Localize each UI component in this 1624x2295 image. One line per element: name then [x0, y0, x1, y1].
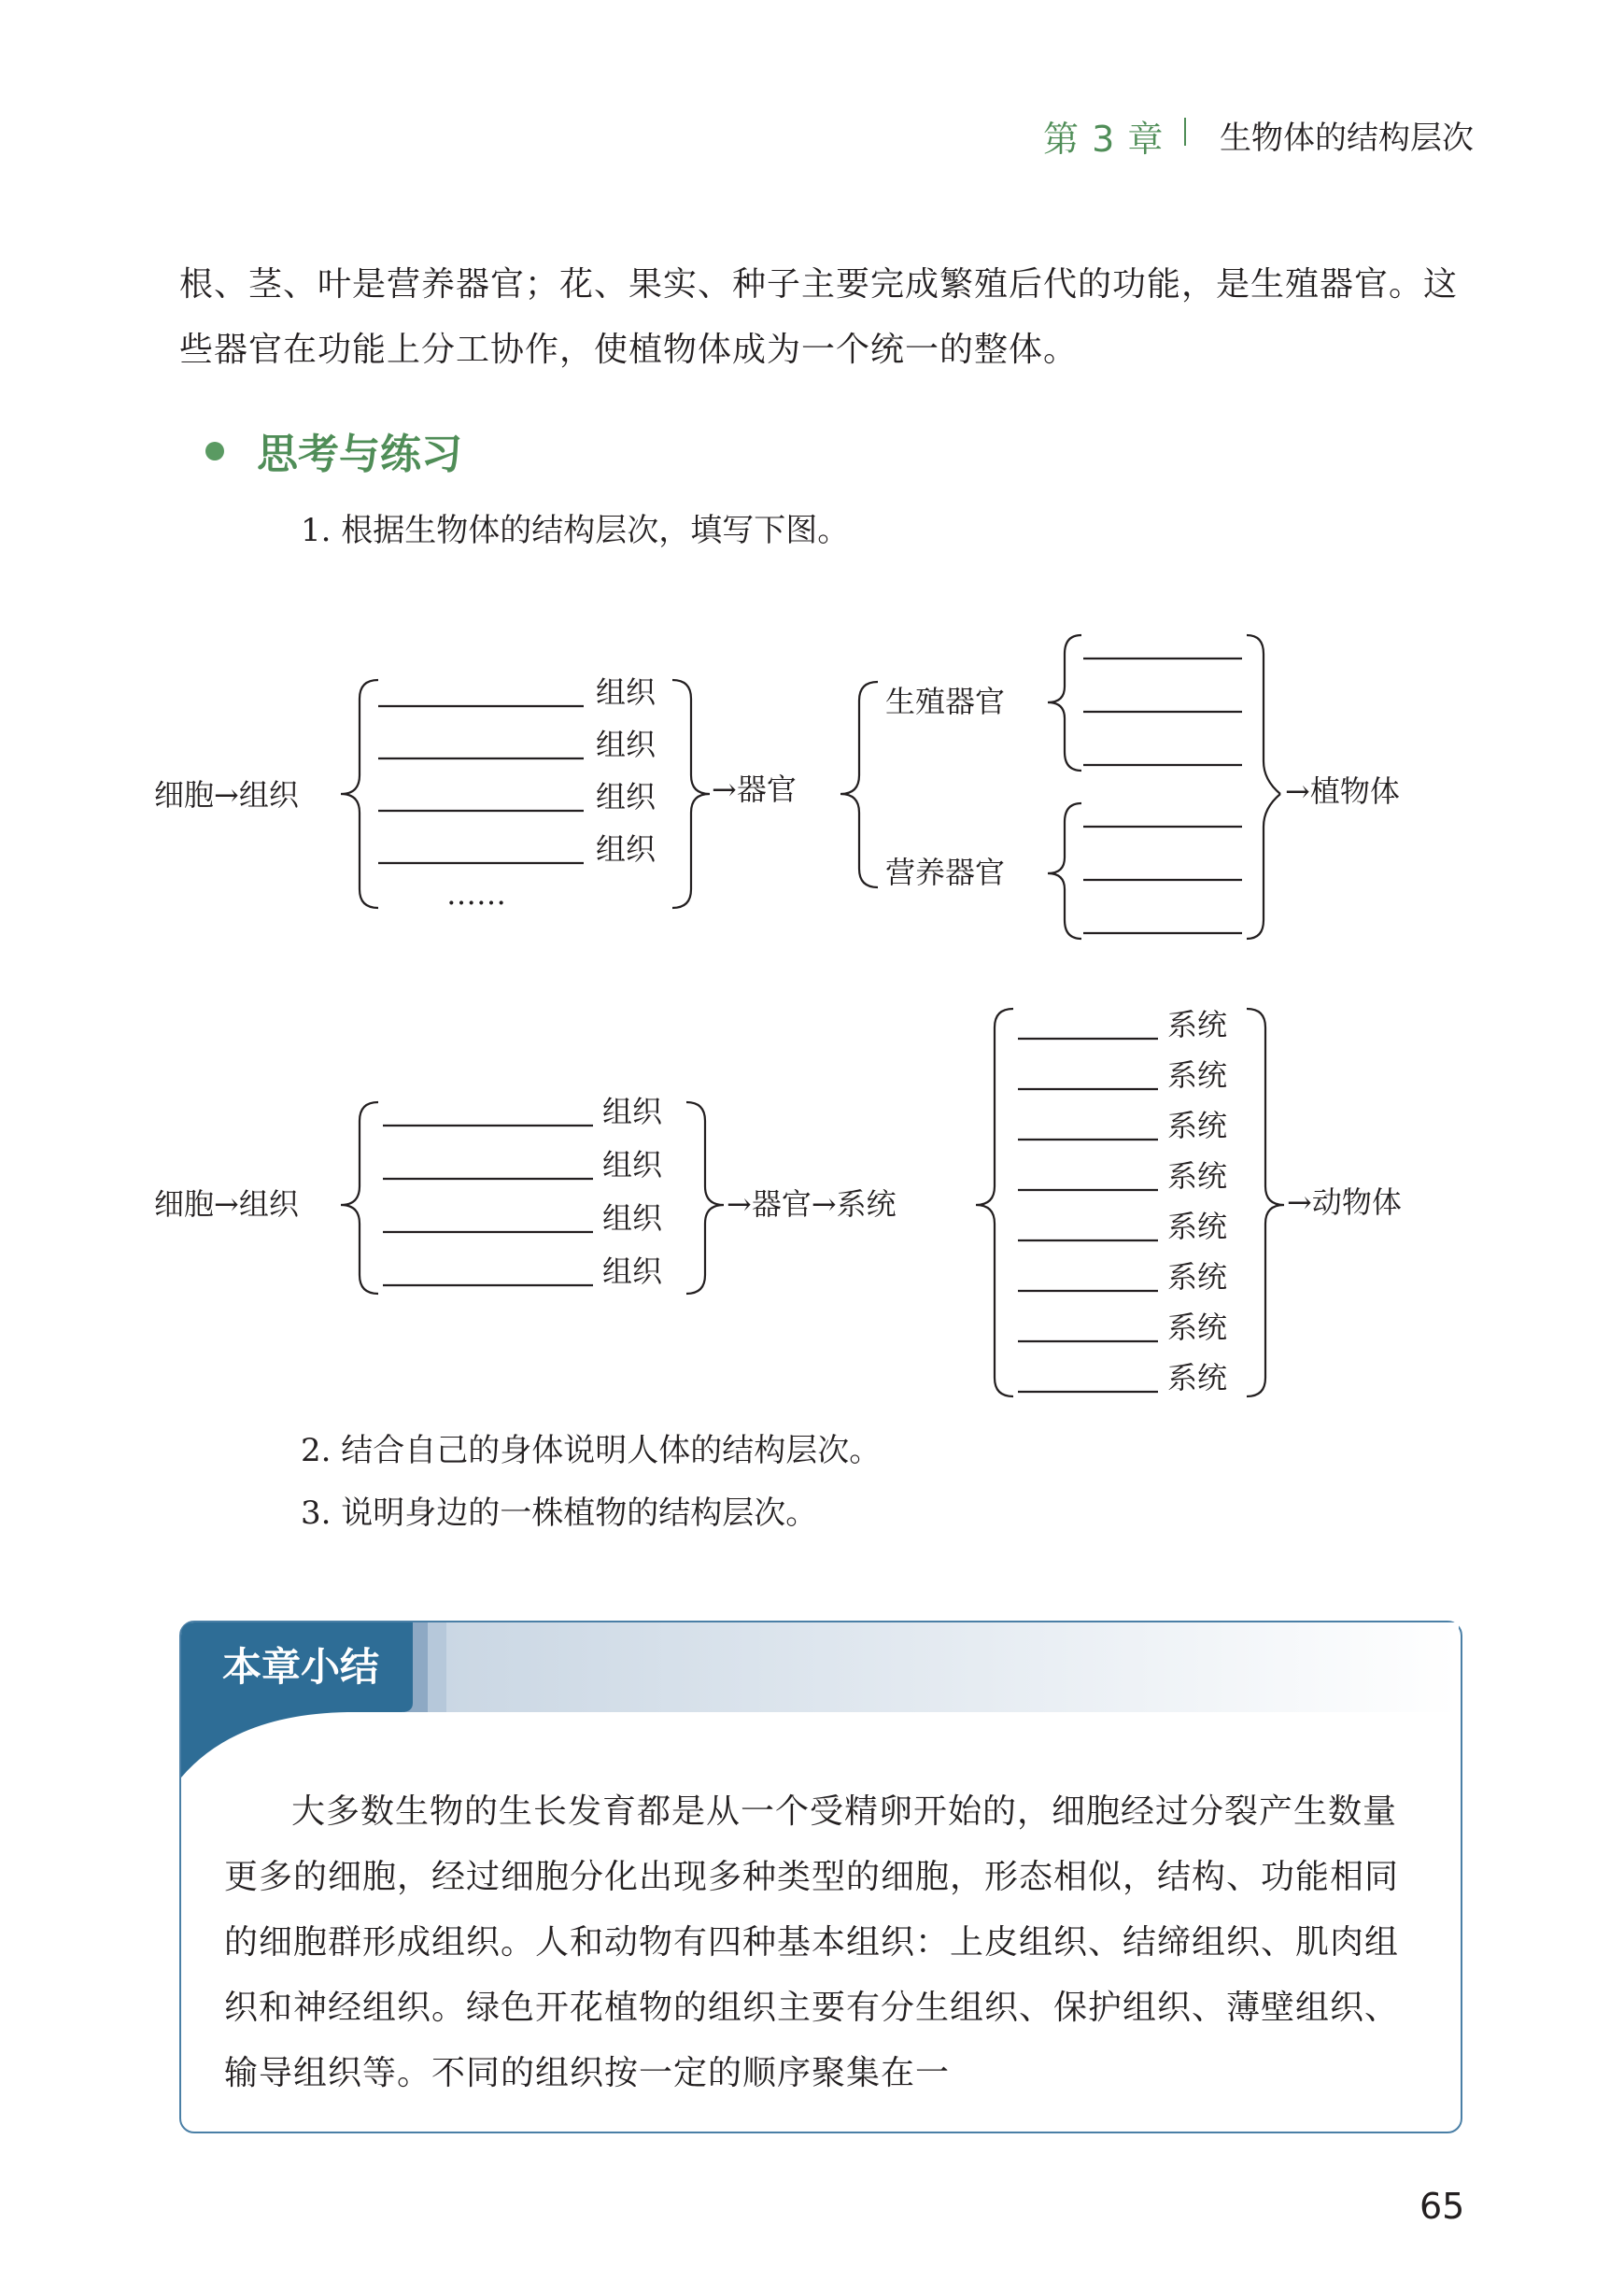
- summary-title: 本章小结: [222, 1644, 380, 1690]
- exercise-1: 1. 根据生物体的结构层次，填写下图。: [301, 512, 850, 549]
- system-2: 系统: [1167, 1057, 1228, 1093]
- system-3: 系统: [1167, 1108, 1228, 1143]
- animal-tissue-1: 组织: [602, 1094, 663, 1129]
- exercise-3: 3. 说明身边的一株植物的结构层次。: [301, 1495, 818, 1532]
- system-7: 系统: [1167, 1310, 1228, 1345]
- plant-tissue-3: 组织: [596, 779, 657, 815]
- system-8: 系统: [1167, 1360, 1228, 1395]
- animal-tissue-3: 组织: [602, 1200, 663, 1236]
- summary-text: 大多数生物的生长发育都是从一个受精卵开始的，细胞经过分裂产生数量更多的细胞，经过细胞分化出现多种类型的细胞，形态相似，结构、功能相同的细胞群形成组织。人和动物有四种基本组织：上皮组织、结缔组织、肌肉组织和神经组织。绿色开花植物的组织主要有分生组织、保护组织、薄壁组织、输导组织等。不同的组织按一定的顺序聚集在一: [224, 1792, 1400, 2092]
- animal-tissue-2: 组织: [602, 1147, 663, 1183]
- chapter-title: 生物体的结构层次: [1220, 120, 1474, 157]
- plant-tissue-2: 组织: [596, 727, 657, 762]
- vegetative-organ: 营养器官: [885, 855, 1006, 890]
- exercise-2: 2. 结合自己的身体说明人体的结构层次。: [301, 1432, 882, 1469]
- animal-tissue-4: 组织: [602, 1254, 663, 1289]
- system-1: 系统: [1167, 1007, 1228, 1042]
- plant-end: →植物体: [1285, 773, 1400, 809]
- chapter-label: 第 3 章: [1043, 119, 1165, 160]
- animal-end: →动物体: [1287, 1184, 1402, 1220]
- animal-organ-system: →器官→系统: [727, 1186, 897, 1222]
- intro-paragraph: 根、茎、叶是营养器官；花、果实、种子主要完成繁殖后代的功能，是生殖器官。这些器官在功能上分工协作，使植物体成为一个统一的整体。: [179, 265, 1459, 369]
- plant-tissue-1: 组织: [596, 674, 657, 710]
- plant-start: 细胞→组织: [154, 777, 299, 813]
- system-6: 系统: [1167, 1259, 1228, 1295]
- page-number: 65: [1419, 2186, 1465, 2227]
- plant-tissue-4: 组织: [596, 831, 657, 867]
- animal-start: 细胞→组织: [154, 1186, 299, 1222]
- plant-organ: →器官: [712, 772, 797, 807]
- summary-paragraph: [224, 1779, 1429, 2106]
- system-5: 系统: [1167, 1209, 1228, 1244]
- system-4: 系统: [1167, 1158, 1228, 1194]
- plant-ellipsis: ……: [446, 876, 506, 912]
- reproductive-organ: 生殖器官: [885, 684, 1006, 719]
- section-title: 思考与练习: [257, 431, 462, 478]
